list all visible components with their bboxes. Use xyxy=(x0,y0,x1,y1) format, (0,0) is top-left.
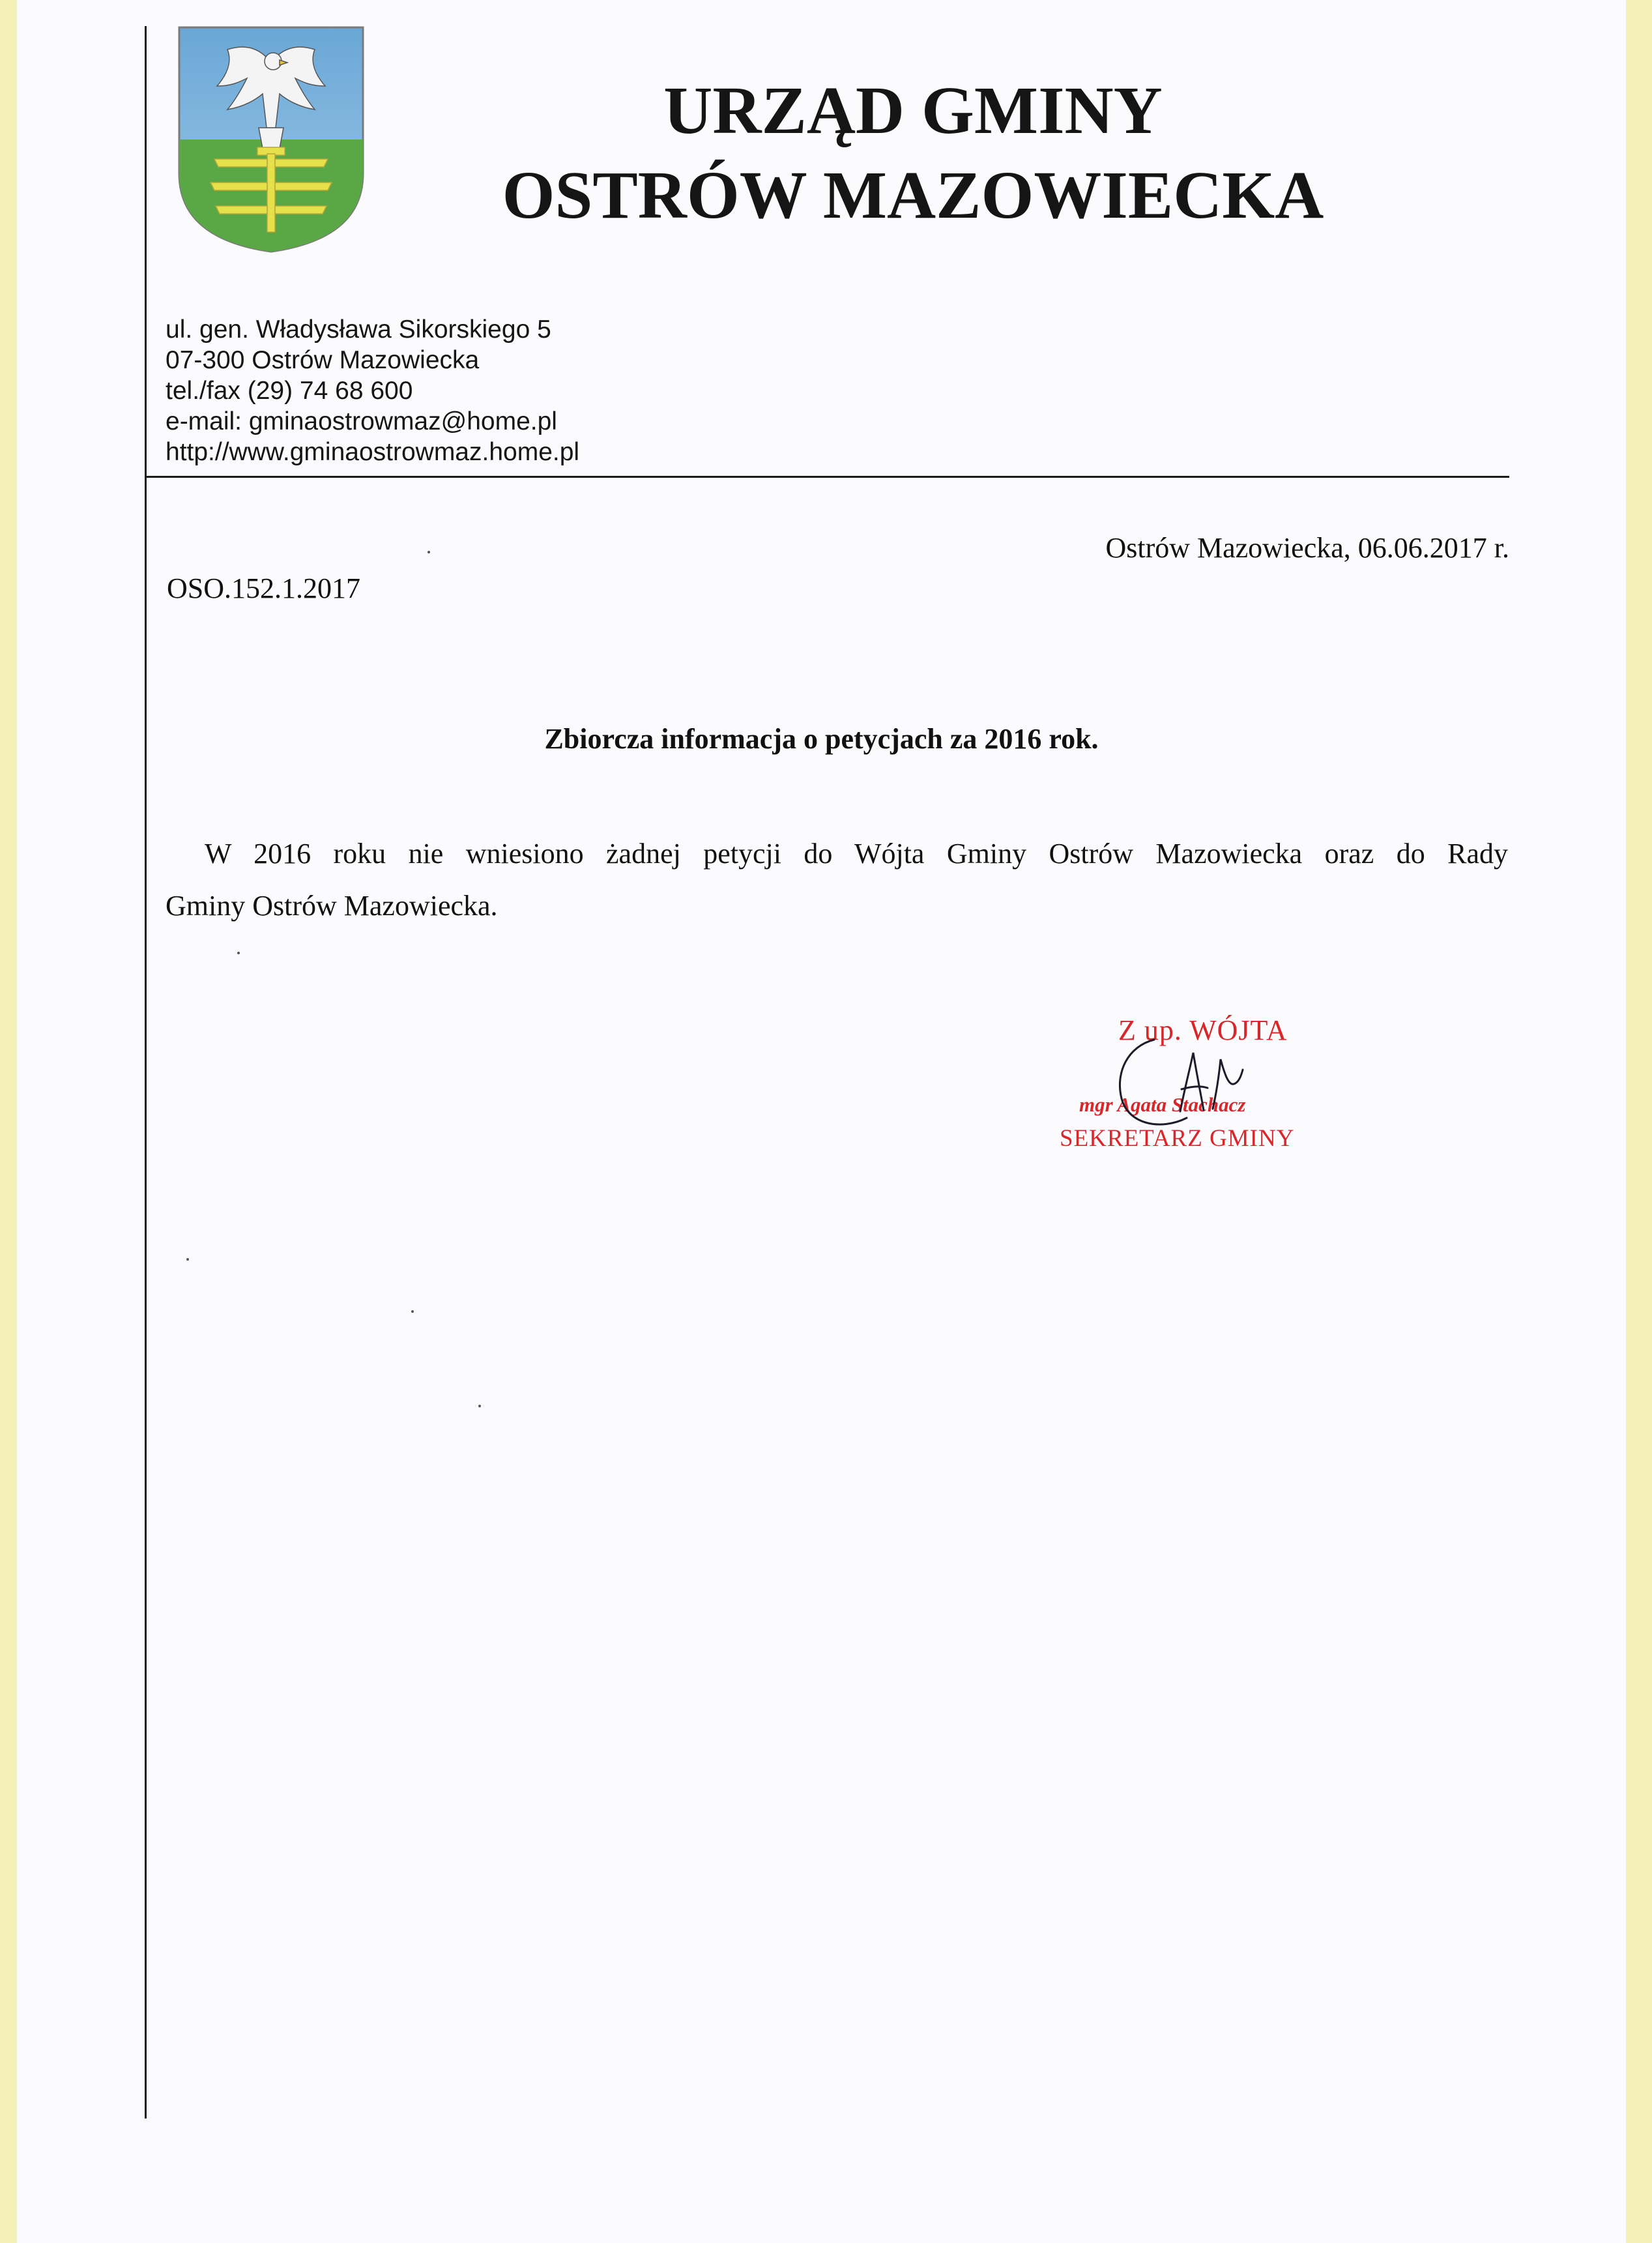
place-and-date: Ostrów Mazowiecka, 06.06.2017 r. xyxy=(1105,532,1509,564)
header-divider xyxy=(145,476,1509,478)
handwritten-signature xyxy=(1109,1033,1278,1137)
stamp-signatory-title: SEKRETARZ GMINY xyxy=(1060,1125,1295,1152)
letter-page xyxy=(17,0,1626,2243)
address-email: e-mail: gminaostrowmaz@home.pl xyxy=(166,407,557,435)
stamp-authorization: Z up. WÓJTA xyxy=(1118,1014,1288,1046)
eagle-coat-of-arms-icon xyxy=(175,23,367,254)
official-stamp xyxy=(1047,1014,1359,1164)
address-phone: tel./fax (29) 74 68 600 xyxy=(166,377,413,405)
address-website: http://www.gminaostrowmaz.home.pl xyxy=(166,438,580,466)
office-name-line1: URZĄD GMINY xyxy=(663,73,1163,148)
scan-speck xyxy=(411,1310,414,1313)
letter-body xyxy=(166,828,1508,932)
reference-number: OSO.152.1.2017 xyxy=(167,572,361,604)
address-postal-city: 07-300 Ostrów Mazowiecka xyxy=(166,346,480,374)
scan-speck xyxy=(427,551,430,553)
letter-body-line1: W 2016 roku nie wniesiono żadnej petycji do Wójta Gminy Ostrów Mazowiecka oraz do Rady xyxy=(205,838,1508,870)
scan-speck xyxy=(186,1258,189,1261)
address-street: ul. gen. Władysława Sikorskiego 5 xyxy=(166,315,551,344)
letter-heading: Zbiorcza informacja o petycjach za 2016 rok. xyxy=(544,723,1099,755)
left-margin-rule xyxy=(145,26,147,2118)
letter-body-line2: Gminy Ostrów Mazowiecka. xyxy=(166,890,498,922)
address-block xyxy=(166,314,579,467)
scan-speck xyxy=(237,952,240,954)
office-name xyxy=(408,68,1418,238)
scan-speck xyxy=(478,1405,481,1407)
stamp-signatory-name: mgr Agata Stachacz xyxy=(1079,1093,1246,1116)
office-name-line2: OSTRÓW MAZOWIECKA xyxy=(502,158,1324,233)
